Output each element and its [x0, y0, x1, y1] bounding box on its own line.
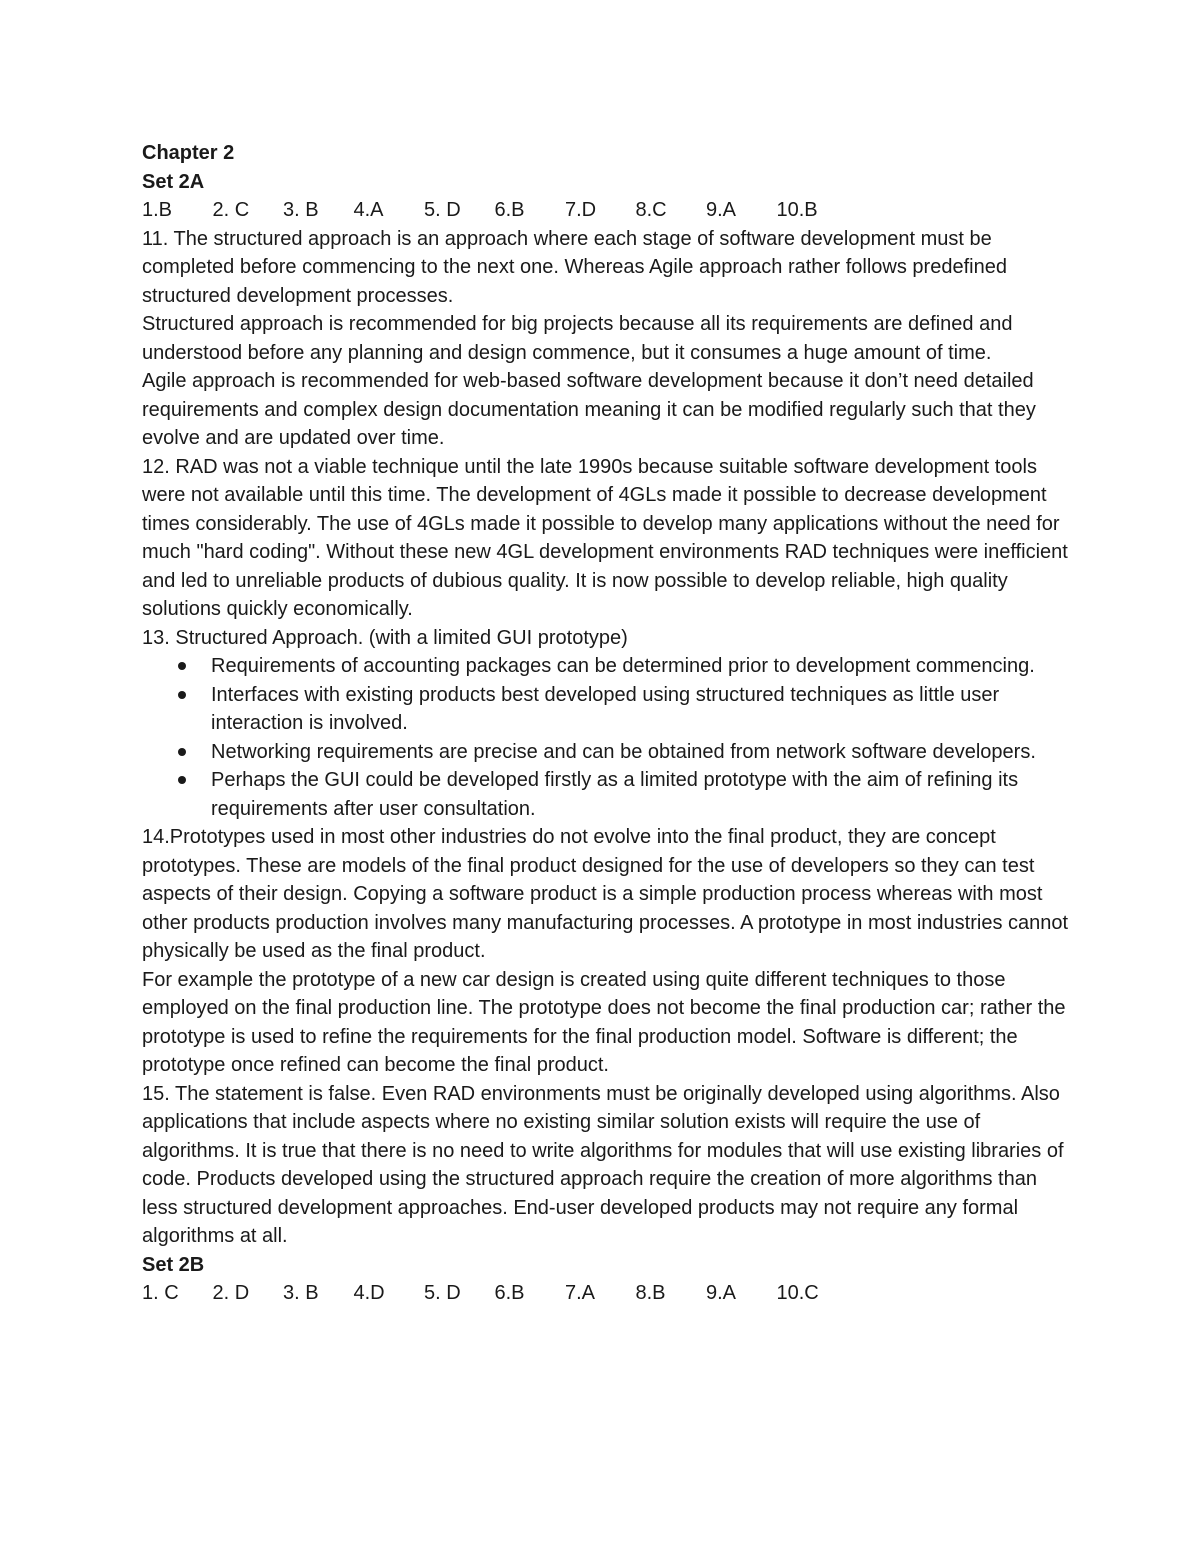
answer-item: 3. B	[283, 199, 319, 221]
answer-item: 5. D	[424, 1282, 461, 1304]
q14-paragraph: For example the prototype of a new car design is created using quite different techniques to those employed on the final production line. The prototype does not become the final production car; rather the prototype is used to refine the requirements for the final production model. Software is different; the prototype once refined can become the final product.	[142, 968, 1066, 1076]
q13-intro: 13. Structured Approach. (with a limited GUI prototype)	[142, 626, 628, 649]
answer-item: 10.B	[776, 199, 818, 221]
q11-paragraph: Structured approach is recommended for big projects because all its requirements are defined and understood before any planning and design commence, but it consumes a huge amount of time.	[142, 313, 1013, 364]
set-2a-heading: Set 2A	[142, 170, 205, 193]
bullet-item: Requirements of accounting packages can be determined prior to development commencing.	[211, 652, 1072, 681]
answer-item: 9.A	[706, 199, 737, 221]
q14-paragraph: 14.Prototypes used in most other industries do not evolve into the final product, they are concept prototypes. These are models of the final product designed for the use of developers so they can test aspects of their design. Copying a software product is a simple production process whereas with most other products production involves many manufacturing processes. A prototype in most industries cannot physically be used as the final product.	[142, 826, 1069, 962]
q15-paragraph: 15. The statement is false. Even RAD environments must be originally developed using algorithms. Also applications that include aspects where no existing similar solution exists will require the use of algorithms. It is true that there is no need to write algorithms for modules that will use existing libraries of code. Products developed using the structured approach require the creation of more algorithms than less structured development approaches. End-user developed products may not require any formal algorithms at all.	[142, 1082, 1064, 1247]
set-2b-heading: Set 2B	[142, 1253, 205, 1276]
answer-item: 4.A	[353, 199, 384, 221]
answer-item: 5. D	[424, 199, 461, 221]
answer-item: 1. C	[142, 1282, 179, 1304]
bullet-item: Interfaces with existing products best developed using structured techniques as little user interaction is involved.	[211, 681, 1072, 738]
answer-item: 7.D	[565, 199, 597, 221]
q11-paragraph: Agile approach is recommended for web-based software development because it don’t need detailed requirements and complex design documentation meaning it can be modified regularly such that they evolve and are updated over time.	[142, 370, 1036, 449]
answer-item: 7.A	[565, 1282, 596, 1304]
chapter-title: Chapter 2	[142, 142, 235, 164]
answer-item: 4.D	[353, 1282, 385, 1304]
answer-item: 6.B	[494, 1282, 525, 1304]
answer-item: 2. D	[212, 1282, 250, 1304]
answer-item: 6.B	[494, 199, 525, 221]
bullet-item: Perhaps the GUI could be developed firstly as a limited prototype with the aim of refining its requirements after user consultation.	[211, 766, 1072, 823]
answer-item: 3. B	[283, 1282, 319, 1304]
answer-item: 10.C	[776, 1282, 819, 1304]
answer-item: 8.C	[635, 199, 667, 221]
set-2b-answers	[142, 1279, 1072, 1308]
document-page	[142, 139, 1072, 1308]
answer-item: 8.B	[635, 1282, 666, 1304]
q13-bullet-list	[142, 652, 1072, 823]
set-2a-answers	[142, 196, 1072, 225]
answer-item: 1.B	[142, 199, 173, 221]
q12-paragraph: 12. RAD was not a viable technique until the late 1990s because suitable software development tools were not available until this time. The development of 4GLs made it possible to decrease development times considerably. The use of 4GLs made it possible to develop many applications without the need for much "hard coding". Without these new 4GL development environments RAD techniques were inefficient and led to unreliable products of dubious quality. It is now possible to develop reliable, high quality solutions quickly economically.	[142, 455, 1068, 620]
bullet-item: Networking requirements are precise and can be obtained from network software developers.	[211, 738, 1072, 767]
q11-paragraph: 11. The structured approach is an approach where each stage of software development must be completed before commencing to the next one. Whereas Agile approach rather follows predefined structured development processes.	[142, 227, 1007, 307]
answer-item: 9.A	[706, 1282, 737, 1304]
answer-item: 2. C	[212, 199, 250, 221]
